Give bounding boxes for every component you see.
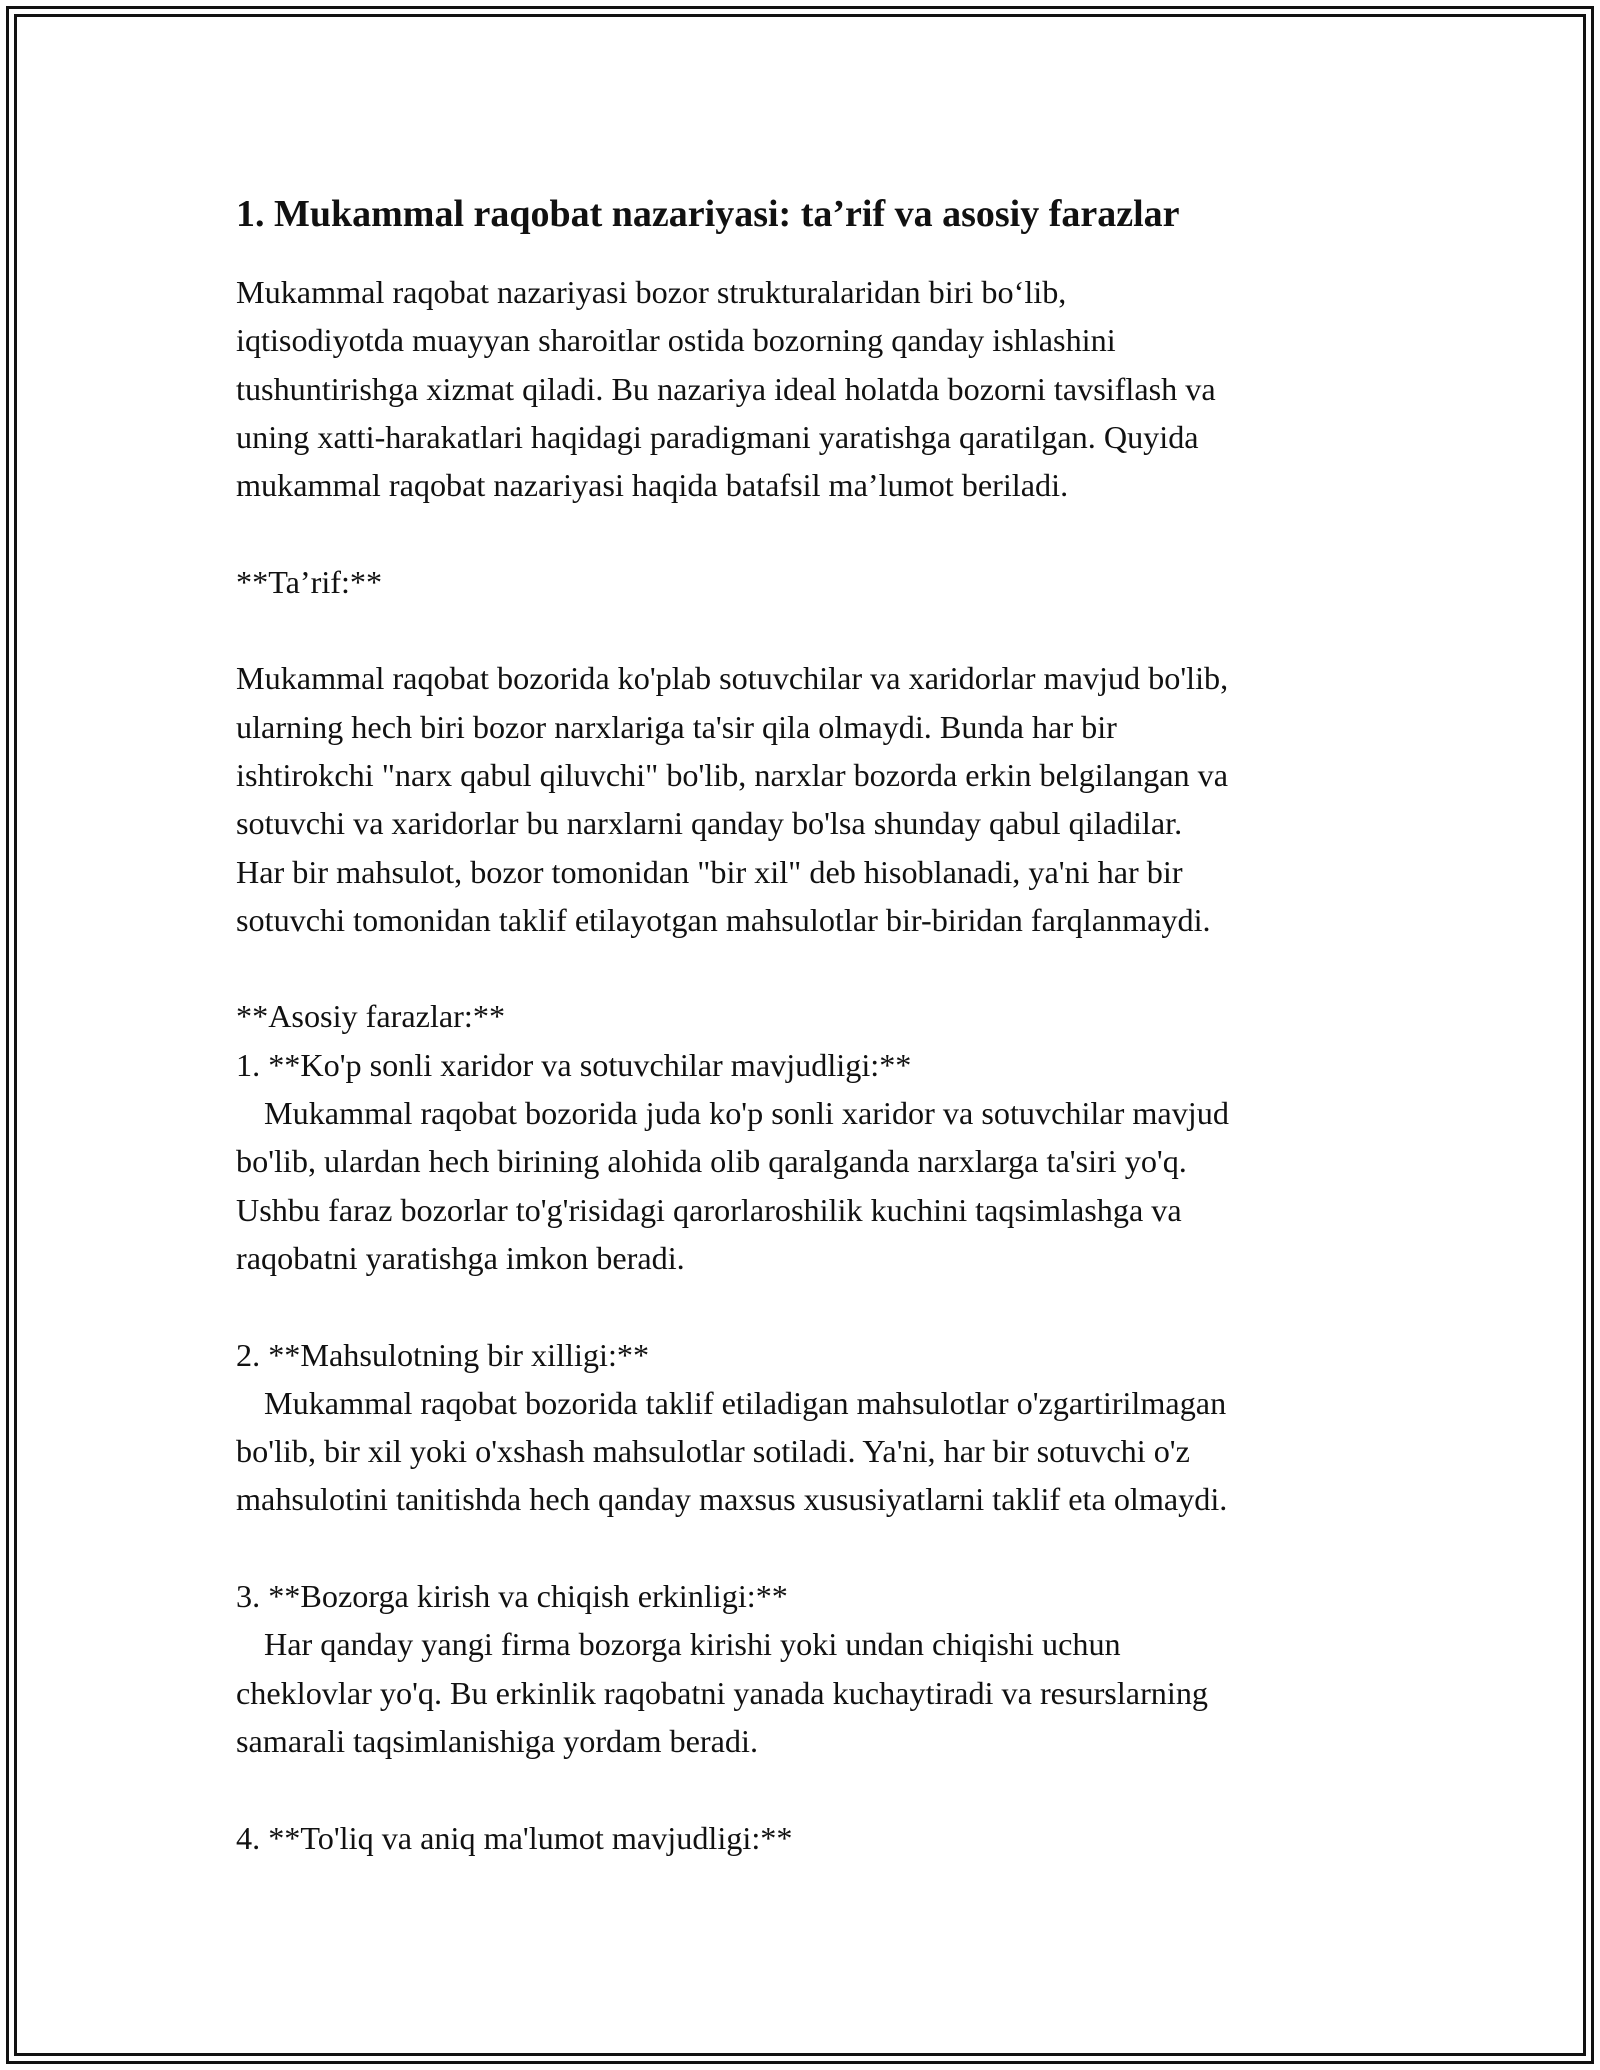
definition-line: sotuvchi va xaridorlar bu narxlarni qanday bo'lsa shunday qabul qiladilar. [236,805,1183,842]
intro-line: Mukammal raqobat nazariyasi bozor strukturalaridan biri bo‘lib, [236,274,1067,310]
assumption-line: Har qanday yangi firma bozorga kirishi yoki undan chiqishi uchun [264,1626,1121,1663]
intro-paragraph [236,268,1386,1862]
assumption-line: Ushbu faraz bozorlar to'g'risidagi qarorlaroshilik kuchini taqsimlashga va [236,1191,1182,1228]
assumption-line: samarali taqsimlanishiga yordam beradi. [236,1722,758,1759]
document-body [236,186,1386,1862]
section-heading: 1. Mukammal raqobat nazariyasi: ta’rif va asosiy farazlar [236,193,1180,235]
assumption-line: bo'lib, bir xil yoki o'xshash mahsulotlar sotiladi. Ya'ni, har bir sotuvchi o'z [236,1433,1190,1470]
definition-line: Har bir mahsulot, bozor tomonidan "bir xil" deb hisoblanadi, ya'ni har bir [236,853,1183,890]
definition-line: Mukammal raqobat bozorida ko'plab sotuvchilar va xaridorlar mavjud bo'lib, [236,660,1229,697]
intro-line: iqtisodiyotda muayyan sharoitlar ostida bozorning qanday ishlashini [236,322,1116,359]
assumption-line: Mukammal raqobat bozorida juda ko'p sonli xaridor va sotuvchilar mavjud [264,1095,1229,1132]
definition-label: **Ta’rif:** [236,563,383,600]
blank-line [236,1282,1386,1330]
assumption-line: raqobatni yaratishga imkon beradi. [236,1239,685,1276]
intro-line: mukammal raqobat nazariyasi haqida batafsil ma’lumot beriladi. [236,467,1069,504]
blank-line [236,1524,1386,1572]
blank-line [236,1765,1386,1813]
intro-line: tushuntirishga xizmat qiladi. Bu nazariya ideal holatda bozorni tavsiflash va [236,370,1216,407]
assumption-title: 4. **To'liq va aniq ma'lumot mavjudligi:** [236,1819,793,1856]
blank-line [236,944,1386,992]
intro-line: uning xatti-harakatlari haqidagi paradigmani yaratishga qaratilgan. Quyida [236,418,1199,455]
assumption-title: 1. **Ko'p sonli xaridor va sotuvchilar mavjudligi:** [236,1046,912,1083]
assumption-title: 3. **Bozorga kirish va chiqish erkinligi:** [236,1578,788,1615]
assumptions-label: **Asosiy farazlar:** [236,998,506,1035]
definition-line: ularning hech biri bozor narxlariga ta'sir qila olmaydi. Bunda har bir [236,708,1117,745]
definition-line: sotuvchi tomonidan taklif etilayotgan mahsulotlar bir-biridan farqlanmaydi. [236,901,1211,938]
assumption-line: Mukammal raqobat bozorida taklif etiladigan mahsulotlar o'zgartirilmagan [264,1384,1227,1421]
assumption-line: cheklovlar yo'q. Bu erkinlik raqobatni yanada kuchaytiradi va resurslarning [236,1674,1209,1711]
assumption-line: mahsulotini tanitishda hech qanday maxsus xususiyatlarni taklif eta olmaydi. [236,1481,1228,1518]
blank-line [236,606,1386,654]
blank-line [236,509,1386,557]
definition-line: ishtirokchi "narx qabul qiluvchi" bo'lib, narxlar bozorda erkin belgilangan va [236,756,1229,793]
assumption-line: bo'lib, ulardan hech birining alohida olib qaralganda narxlarga ta'siri yo'q. [236,1143,1187,1180]
assumption-title: 2. **Mahsulotning bir xilligi:** [236,1336,650,1373]
